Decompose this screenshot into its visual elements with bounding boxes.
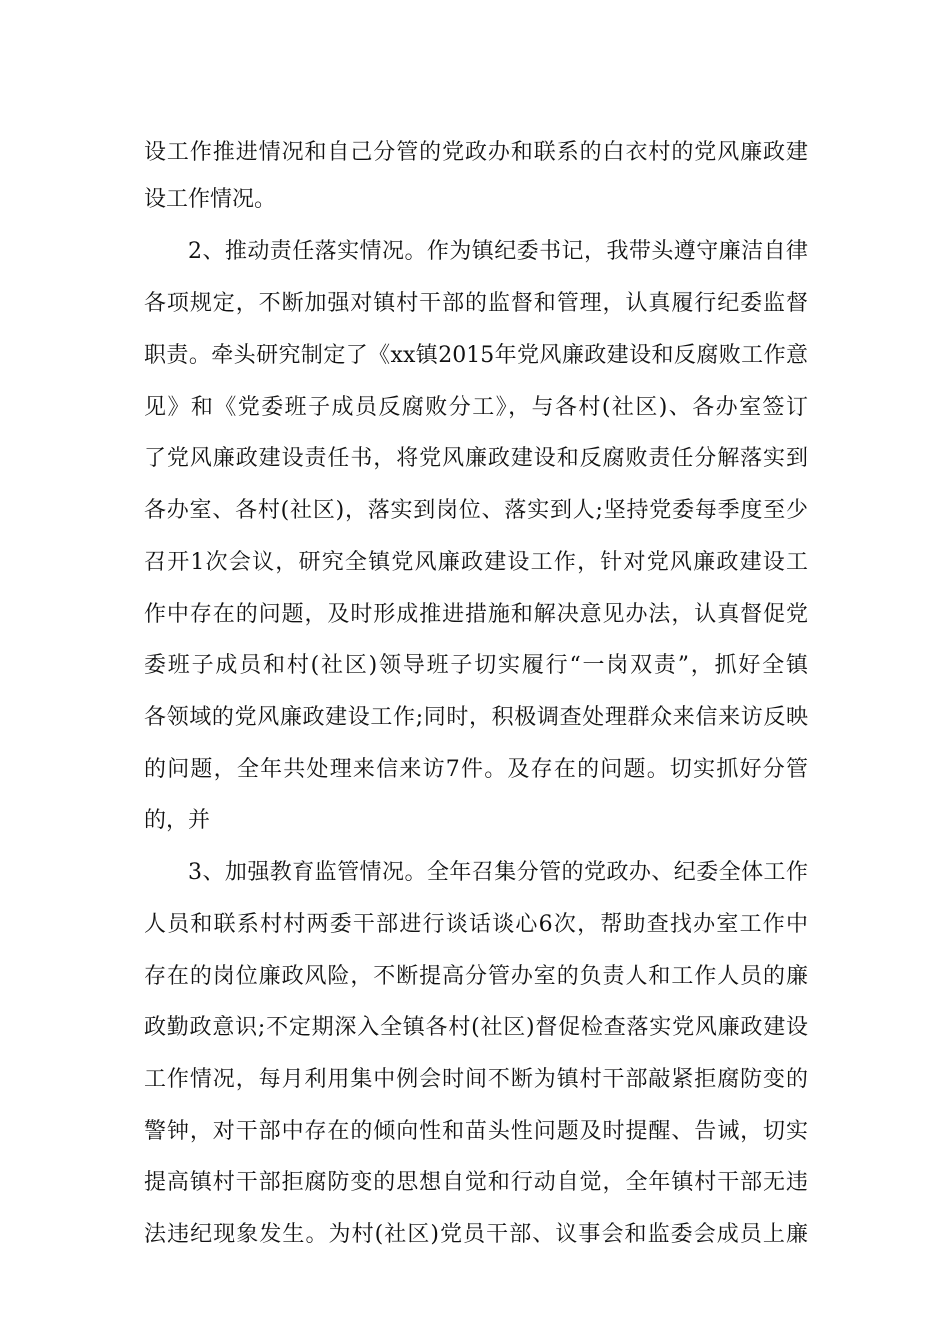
text-line: 设工作推进情况和自己分管的党政办和联系的白衣村的党风廉政建 xyxy=(144,140,808,165)
paragraph-2-heading-line: 2、推动责任落实情况。作为镇纪委书记，我带头遵守廉洁自律 xyxy=(188,239,808,264)
text-line: 各办室、各村(社区)，落实到岗位、落实到人;坚持党委每季度至少 xyxy=(144,498,808,523)
text-line: 法违纪现象发生。为村(社区)党员干部、议事会和监委会成员上廉 xyxy=(144,1222,808,1247)
text-line: 政勤政意识;不定期深入全镇各村(社区)督促检查落实党风廉政建设 xyxy=(144,1015,808,1040)
paragraph-3-heading-line: 3、加强教育监管情况。全年召集分管的党政办、纪委全体工作 xyxy=(188,860,808,885)
text-line: 职责。牵头研究制定了《xx镇2015年党风廉政建设和反腐败工作意 xyxy=(144,343,808,368)
text-line: 了党风廉政建设责任书，将党风廉政建设和反腐败责任分解落实到 xyxy=(144,446,808,471)
text-line: 作中存在的问题，及时形成推进措施和解决意见办法，认真督促党 xyxy=(144,602,808,627)
text-line: 设工作情况。 xyxy=(144,187,277,212)
text-line: 警钟，对干部中存在的倾向性和苗头性问题及时提醒、告诫，切实 xyxy=(144,1119,808,1144)
text-line: 见》和《党委班子成员反腐败分工》，与各村(社区)、各办室签订 xyxy=(144,395,808,420)
text-line: 各领域的党风廉政建设工作;同时，积极调查处理群众来信来访反映 xyxy=(144,705,808,730)
text-line: 的，并 xyxy=(144,808,211,833)
text-line: 的问题，全年共处理来信来访7件。及存在的问题。切实抓好分管 xyxy=(144,757,808,782)
text-line: 委班子成员和村(社区)领导班子切实履行“一岗双责”，抓好全镇 xyxy=(144,653,808,678)
text-line: 人员和联系村村两委干部进行谈话谈心6次，帮助查找办室工作中 xyxy=(144,912,808,937)
text-line: 工作情况，每月利用集中例会时间不断为镇村干部敲紧拒腐防变的 xyxy=(144,1067,808,1092)
text-line: 召开1次会议，研究全镇党风廉政建设工作，针对党风廉政建设工 xyxy=(144,550,808,575)
text-line: 各项规定，不断加强对镇村干部的监督和管理，认真履行纪委监督 xyxy=(144,291,808,316)
text-line: 提高镇村干部拒腐防变的思想自觉和行动自觉，全年镇村干部无违 xyxy=(144,1170,808,1195)
text-line: 存在的岗位廉政风险，不断提高分管办室的负责人和工作人员的廉 xyxy=(144,964,808,989)
